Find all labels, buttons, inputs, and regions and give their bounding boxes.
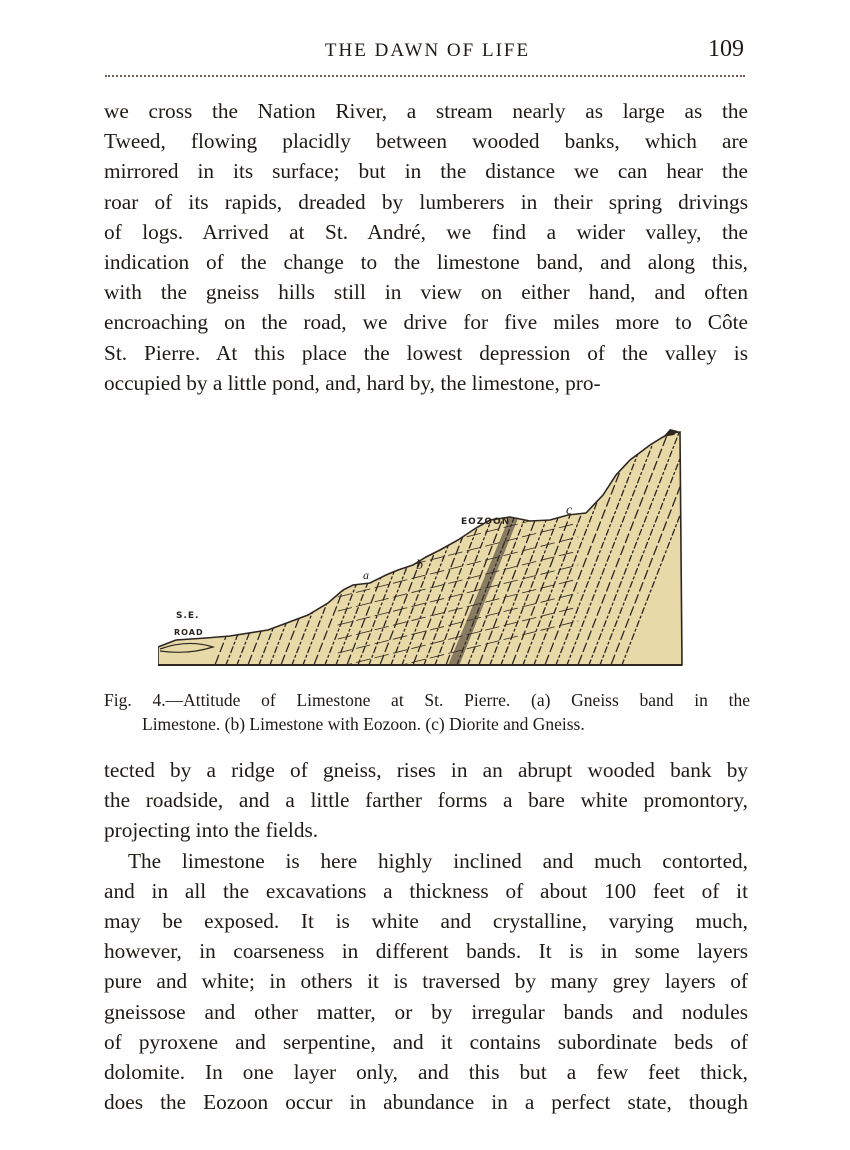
- text-line: Tweed, flowing placidly between wooded banks, which are: [104, 129, 748, 154]
- caption-line-1: Fig. 4.—Attitude of Limestone at St. Pierre. (a) Gneiss band in the: [104, 690, 750, 710]
- page-number: 109: [708, 36, 744, 62]
- figure-caption: [104, 688, 750, 736]
- text-line: and in all the excavations a thickness of about 100 feet of it: [104, 878, 748, 903]
- caption-line-2: Limestone. (b) Limestone with Eozoon. (c) Diorite and Gneiss.: [142, 714, 585, 734]
- running-title: THE DAWN OF LIFE: [324, 40, 531, 61]
- text-line: of logs. Arrived at St. André, we find a wider valley, the: [104, 219, 748, 244]
- text-line: the roadside, and a little farther forms a bare white promontory,: [104, 788, 748, 813]
- text-line: occupied by a little pond, and, hard by, the limestone, pro-: [104, 370, 601, 395]
- text-line: tected by a ridge of gneiss, rises in an abrupt wooded bank by: [104, 758, 748, 782]
- label-a: a: [363, 568, 370, 582]
- text-line: The limestone is here highly inclined and much contorted,: [128, 848, 748, 873]
- running-head: [105, 38, 750, 68]
- cross-section-illustration: [158, 425, 688, 675]
- label-c: c: [566, 503, 574, 518]
- text-line: however, in coarseness in different bands. It is in some layers: [104, 939, 748, 964]
- text-line: may be exposed. It is white and crystalline, varying much,: [104, 908, 748, 933]
- label-road: ROAD: [174, 628, 204, 637]
- label-b: b: [416, 558, 424, 573]
- text-line: dolomite. In one layer only, and this but a few feet thick,: [104, 1059, 748, 1084]
- text-line: mirrored in its surface; but in the distance we can hear the: [104, 159, 748, 184]
- text-line: with the gneiss hills still in view on either hand, and often: [104, 280, 748, 305]
- text-line: roar of its rapids, dreaded by lumberers in their spring drivings: [104, 189, 748, 214]
- text-line: does the Eozoon occur in abundance in a perfect state, though: [104, 1090, 748, 1115]
- top-paragraph: [104, 96, 748, 398]
- text-line: of pyroxene and serpentine, and it contains subordinate beds of: [104, 1029, 748, 1054]
- label-se: S.E.: [176, 611, 200, 621]
- header-rule: [105, 75, 745, 77]
- text-line: gneissose and other matter, or by irregular bands and nodules: [104, 999, 748, 1024]
- label-eozoon: EOZOON: [461, 517, 511, 527]
- figure-4: [158, 425, 688, 675]
- text-line: projecting into the fields.: [104, 818, 319, 843]
- bottom-text: [104, 755, 748, 1117]
- rock-mass: [158, 432, 682, 665]
- text-line: St. Pierre. At this place the lowest depression of the valley is: [104, 340, 748, 365]
- text-line: pure and white; in others it is traversed by many grey layers of: [104, 969, 748, 994]
- text-line: indication of the change to the limestone band, and along this,: [104, 249, 748, 274]
- text-line: we cross the Nation River, a stream nearly as large as the: [104, 99, 748, 123]
- text-line: encroaching on the road, we drive for five miles more to Côte: [104, 310, 748, 335]
